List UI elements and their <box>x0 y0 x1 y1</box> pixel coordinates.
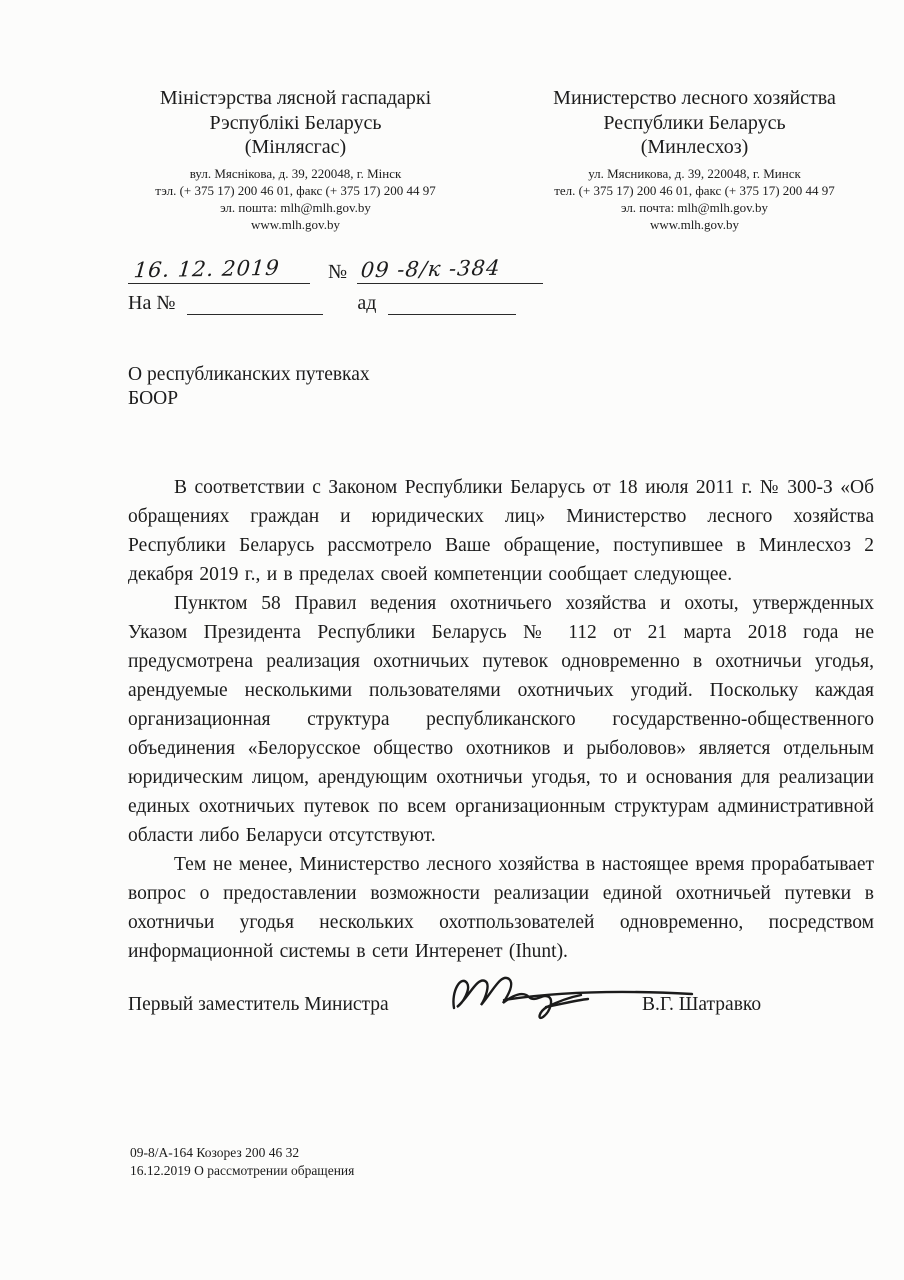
subject-block <box>128 363 904 411</box>
signer-name: В.Г. Шатравко <box>642 993 762 1015</box>
website-line: www.mlh.gov.by <box>251 216 340 232</box>
letterhead-left-belarusian <box>96 86 495 233</box>
outgoing-number-field <box>357 257 543 284</box>
signer-title: Первый заместитель Министра <box>128 993 389 1015</box>
footer-executor-line: 09-8/А-164 Козорез 200 46 32 <box>130 1145 300 1160</box>
signature-block <box>128 978 904 1042</box>
body-paragraph: В соответствии с Законом Республики Беларусь от 18 июля 2011 г. № 300-З «Об обращениях граждан и юридических лиц» Министерство лесного хозяйства Республики Беларусь рассмотрело Ваше обращение, поступившее в Минлесхоз 2 декабря 2019 г., и в пределах своей компетенции сообщает следующее. <box>128 476 874 585</box>
reference-row-outgoing <box>128 257 904 284</box>
address-line: тел. (+ 375 17) 200 46 01, факс (+ 375 17) 200 44 97 <box>554 182 835 198</box>
org-address-right <box>495 165 894 233</box>
reply-date-blank <box>388 314 516 315</box>
handwritten-date: 16. 12. 2019 <box>132 255 281 282</box>
email-line: эл. пошта: mlh@mlh.gov.by <box>220 199 371 215</box>
subject-line: О республиканских путевках <box>128 363 370 385</box>
org-name-right <box>495 86 894 160</box>
handwritten-number: 09 -8/к -384 <box>359 255 502 282</box>
letterhead <box>0 0 904 233</box>
reply-to-label: На № <box>128 291 176 314</box>
email-line: эл. почта: mlh@mlh.gov.by <box>620 199 769 215</box>
body-paragraph: Тем не менее, Министерство лесного хозяйства в настоящее время прорабатывает вопрос о предоставлении возможности реализации единой охотничьей путевки в охотничьи угодья нескольких охотпользователей одновременно, посредством информационной системы в сети Интеренет (Ihunt). <box>128 853 874 962</box>
address-line: вул. Мяснікова, д. 39, 220048, г. Мінск <box>189 165 402 181</box>
org-address-left <box>96 165 495 233</box>
org-name-line: Министерство лесного хозяйства <box>553 87 836 109</box>
letterhead-right-russian <box>495 86 894 233</box>
reference-row-incoming <box>128 292 904 315</box>
org-name-line: (Мінлясгас) <box>244 136 347 158</box>
number-sign-label: № <box>328 260 348 283</box>
address-line: ул. Мясникова, д. 39, 220048, г. Минск <box>588 165 801 181</box>
outgoing-date-field <box>128 257 310 284</box>
body-paragraph: Пунктом 58 Правил ведения охотничьего хозяйства и охоты, утвержденных Указом Президента Республики Беларусь № 112 от 21 марта 2018 года не предусмотрена реализация охотничьих путевок одновременно в охотничьи угодья, арендуемые несколькими пользователями охотничьих угодий. Поскольку каждая организационная структура республиканского государственно-общественного объединения «Белорусское общество охотников и рыболовов» является отдельным юридическим лицом, арендующим охотничьи угодья, то и основания для реализации единых охотничьих путевок по всем организационным структурам административной области либо Беларуси отсутствуют. <box>128 592 874 846</box>
reference-block <box>128 257 904 315</box>
org-name-left <box>96 86 495 160</box>
org-name-line: Республики Беларусь <box>603 111 786 134</box>
org-name-line: Міністэрства лясной гаспадаркі <box>159 87 432 109</box>
org-name-line: Рэспублікі Беларусь <box>209 111 382 134</box>
document-footer <box>130 1144 354 1179</box>
address-line: тэл. (+ 375 17) 200 46 01, факс (+ 375 17) 200 44 97 <box>155 182 436 198</box>
website-line: www.mlh.gov.by <box>650 216 739 232</box>
letter-body <box>128 473 874 966</box>
reply-number-blank <box>187 314 323 315</box>
reply-from-label: ад <box>357 291 377 314</box>
org-name-line: (Минлесхоз) <box>640 136 749 158</box>
footer-subject-line: 16.12.2019 О рассмотрении обращения <box>130 1162 355 1178</box>
subject-line: БООР <box>128 387 179 409</box>
